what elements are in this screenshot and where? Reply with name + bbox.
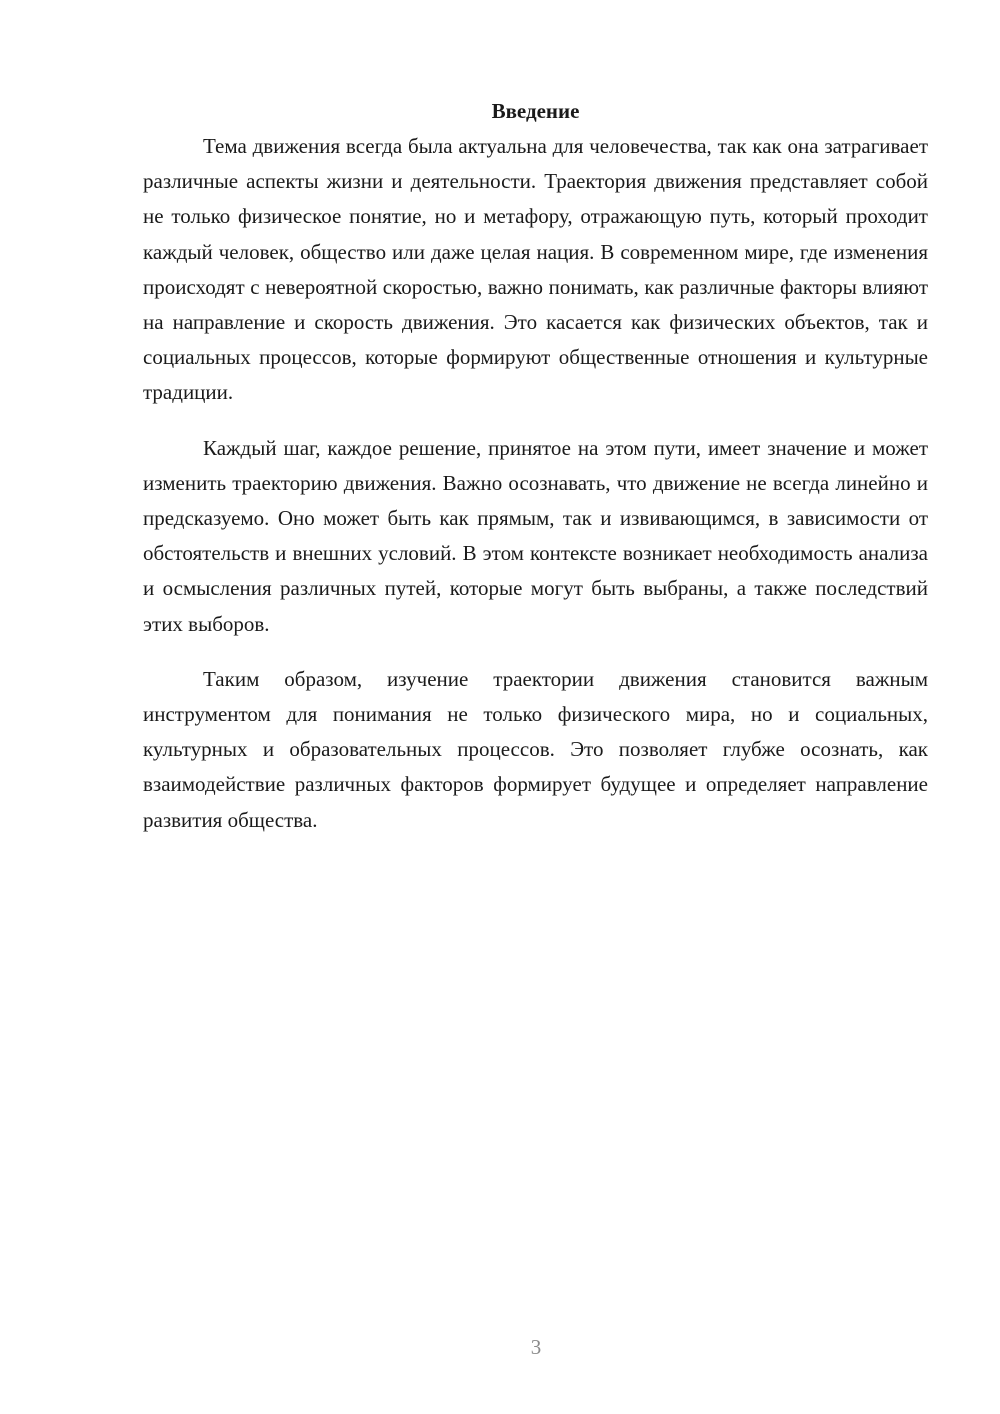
section-title: Введение	[491, 99, 580, 123]
paragraph-1: Тема движения всегда была актуальна для человечества, так как она затрагивает различные аспекты жизни и деятельности. Траектория движения представляет собой не только физическое понятие, но и метафору, отражающую путь, который проходит каждый человек, общество или даже целая нация. В современном мире, где изменения происходят с невероятной скоростью, важно понимать, как различные факторы влияют на направление и скорость движения. Это касается как физических объектов, так и социальных процессов, которые формируют общественные отношения и культурные традиции.	[143, 134, 928, 405]
page-number: 3	[530, 1335, 542, 1359]
page-content	[143, 94, 928, 838]
paragraph-3: Таким образом, изучение траектории движения становится важным инструментом для понимания не только физического мира, но и социальных, культурных и образовательных процессов. Это позволяет глубже осознать, как взаимодействие различных факторов формирует будущее и определяет направление развития общества.	[143, 666, 928, 832]
paragraph-2: Каждый шаг, каждое решение, принятое на этом пути, имеет значение и может изменить траекторию движения. Важно осознавать, что движение не всегда линейно и предсказуемо. Оно может быть как прямым, так и извивающимся, в зависимости от обстоятельств и внешних условий. В этом контексте возникает необходимость анализа и осмысления различных путей, которые могут быть выбраны, а также последствий этих выборов.	[143, 435, 928, 636]
